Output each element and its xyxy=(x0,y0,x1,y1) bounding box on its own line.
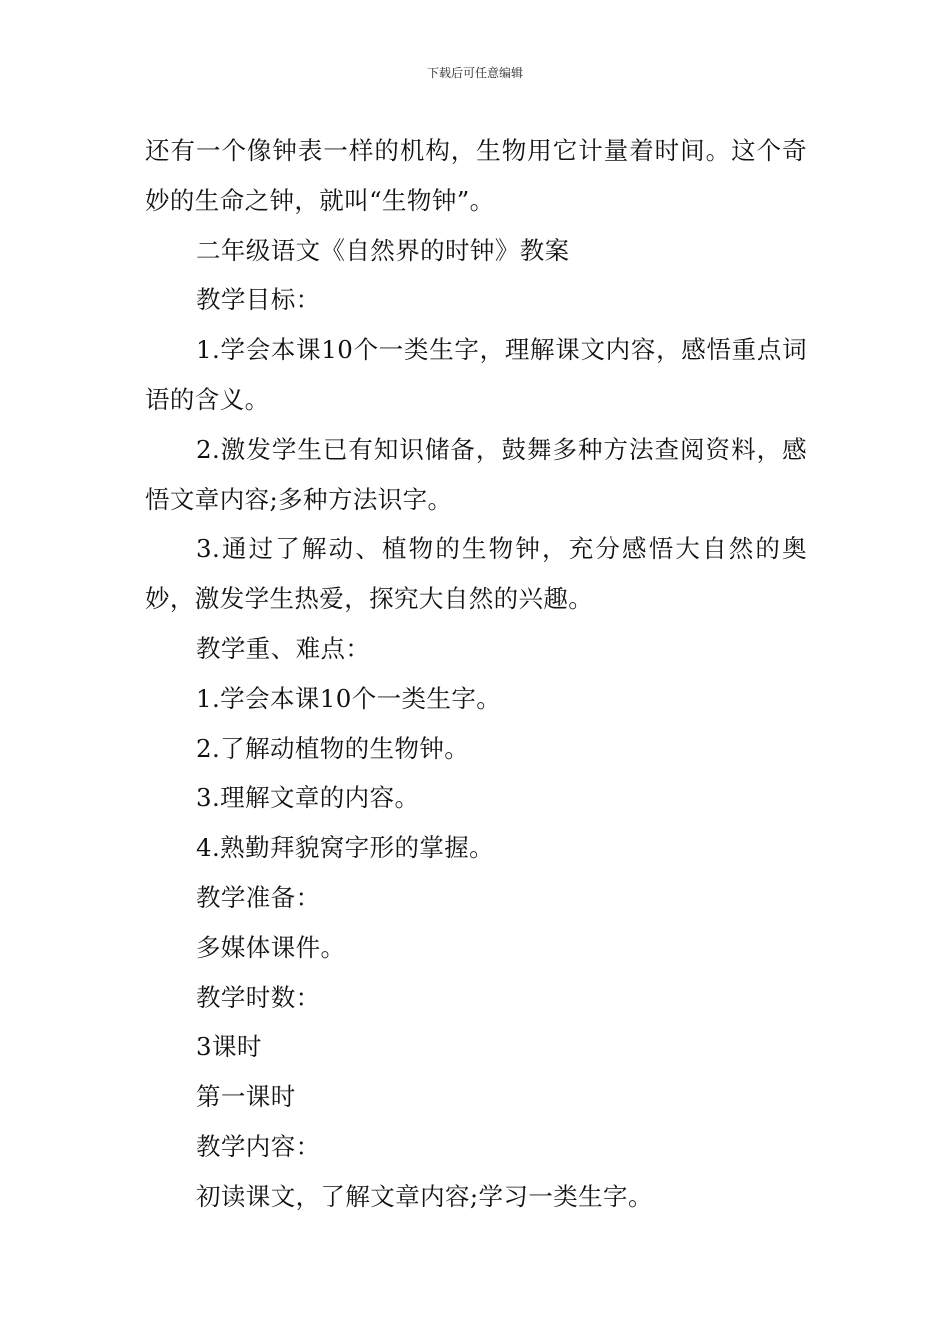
key-point-item: 3.理解文章的内容。 xyxy=(196,783,420,813)
section-heading-key-points: 教学重、难点： xyxy=(196,633,371,663)
section-heading-preparation: 教学准备： xyxy=(196,882,321,912)
document-body xyxy=(145,126,807,1222)
preparation-text: 多媒体课件。 xyxy=(196,932,346,962)
lesson-title: 二年级语文《自然界的时钟》教案 xyxy=(196,235,570,265)
objective-item: 2.激发学生已有知识储备，鼓舞多种方法查阅资料，感悟文章内容;多种方法识字。 xyxy=(145,434,807,514)
content-text: 初读课文，了解文章内容;学习一类生字。 xyxy=(196,1181,653,1211)
hours-text: 3课时 xyxy=(196,1032,262,1062)
key-point-item: 4.熟勤拜貌窝字形的掌握。 xyxy=(196,833,495,863)
objective-item: 1.学会本课10个一类生字，理解课文内容，感悟重点词语的含义。 xyxy=(145,335,807,414)
section-heading-objectives: 教学目标： xyxy=(196,285,321,315)
lesson-period-heading: 第一课时 xyxy=(196,1082,296,1112)
paragraph: 还有一个像钟表一样的机构，生物用它计量着时间。这个奇妙的生命之钟，就叫“生物钟”。 xyxy=(145,136,807,215)
section-heading-hours: 教学时数： xyxy=(196,982,321,1012)
key-point-item: 2.了解动植物的生物钟。 xyxy=(196,733,470,763)
objective-item: 3.通过了解动、植物的生物钟，充分感悟大自然的奥妙，激发学生热爱，探究大自然的兴趣。 xyxy=(145,534,807,614)
section-heading-content: 教学内容： xyxy=(196,1131,321,1161)
key-point-item: 1.学会本课10个一类生字。 xyxy=(196,683,502,713)
page-header-note: 下载后可任意编辑 xyxy=(426,66,523,80)
